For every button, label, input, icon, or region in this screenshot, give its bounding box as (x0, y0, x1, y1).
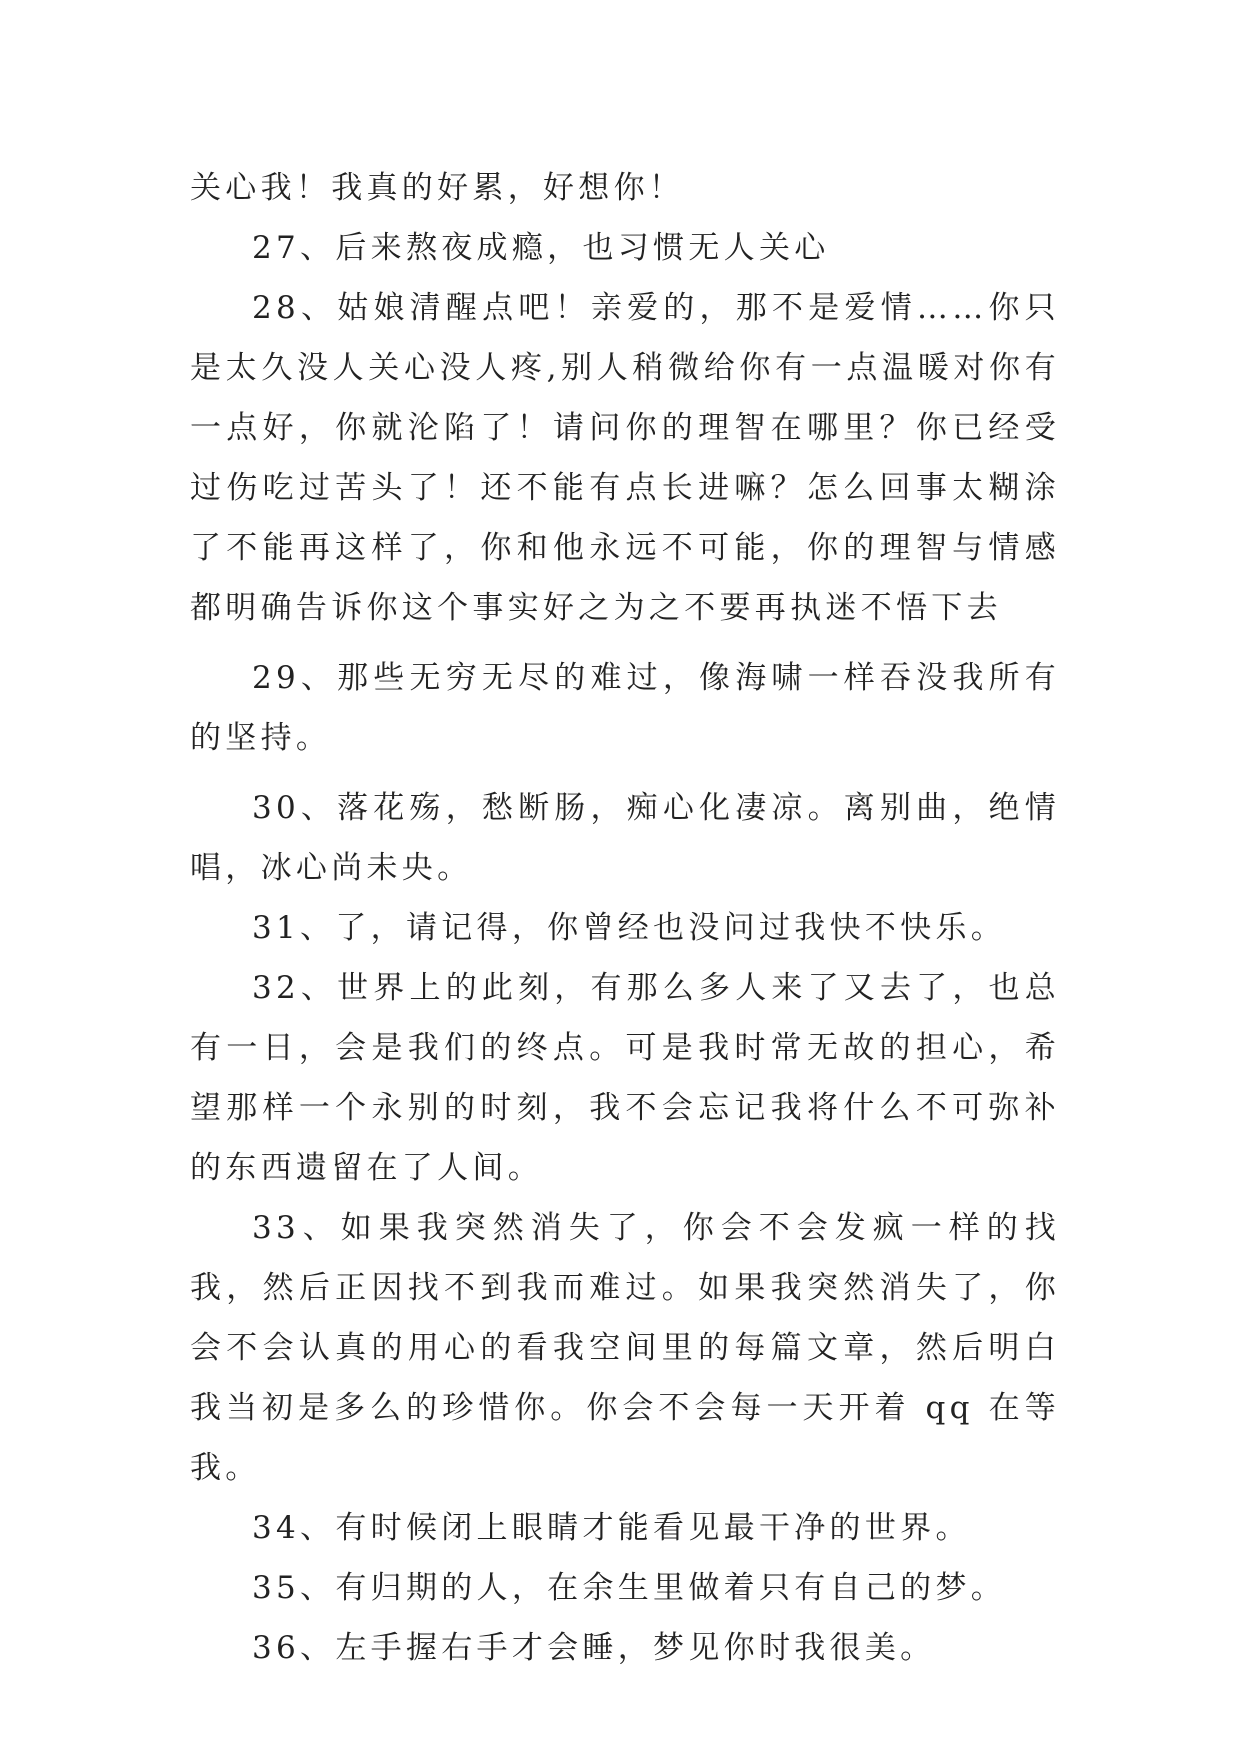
paragraph-31: 31、了，请记得，你曾经也没问过我快不快乐。 (252, 910, 1007, 946)
paragraph-33: 33、如果我突然消失了，你会不会发疯一样的找我，然后正因找不到我而难过。如果我突然消失了，你会不会认真的用心的看我空间里的每篇文章，然后明白我当初是多么的珍惜你。你会不会每一天开着 qq 在等我。 (190, 1210, 1060, 1486)
paragraph-27: 27、后来熬夜成瘾，也习惯无人关心 (252, 230, 830, 266)
document-body (190, 158, 1060, 1678)
paragraph-continuation: 关心我！我真的好累，好想你！ (190, 170, 685, 206)
paragraph-28: 28、姑娘清醒点吧！亲爱的，那不是爱情……你只是太久没人关心没人疼,别人稍微给你有一点温暖对你有一点好，你就沦陷了！请问你的理智在哪里？你已经受过伤吃过苦头了！还不能有点长进嘛？怎么回事太糊涂了不能再这样了，你和他永远不可能，你的理智与情感都明确告诉你这个事实好之为之不要再执迷不悟下去 (190, 290, 1060, 626)
paragraph-30: 30、落花殇，愁断肠，痴心化凄凉。离别曲，绝情唱，冰心尚未央。 (190, 790, 1060, 886)
paragraph-34: 34、有时候闭上眼睛才能看见最干净的世界。 (252, 1510, 971, 1546)
paragraph-36: 36、左手握右手才会睡，梦见你时我很美。 (252, 1630, 936, 1666)
paragraph-35: 35、有归期的人，在余生里做着只有自己的梦。 (252, 1570, 1007, 1606)
paragraph-32: 32、世界上的此刻，有那么多人来了又去了，也总有一日，会是我们的终点。可是我时常无故的担心，希望那样一个永别的时刻，我不会忘记我将什么不可弥补的东西遗留在了人间。 (190, 970, 1060, 1186)
paragraph-29: 29、那些无穷无尽的难过，像海啸一样吞没我所有的坚持。 (190, 660, 1060, 756)
